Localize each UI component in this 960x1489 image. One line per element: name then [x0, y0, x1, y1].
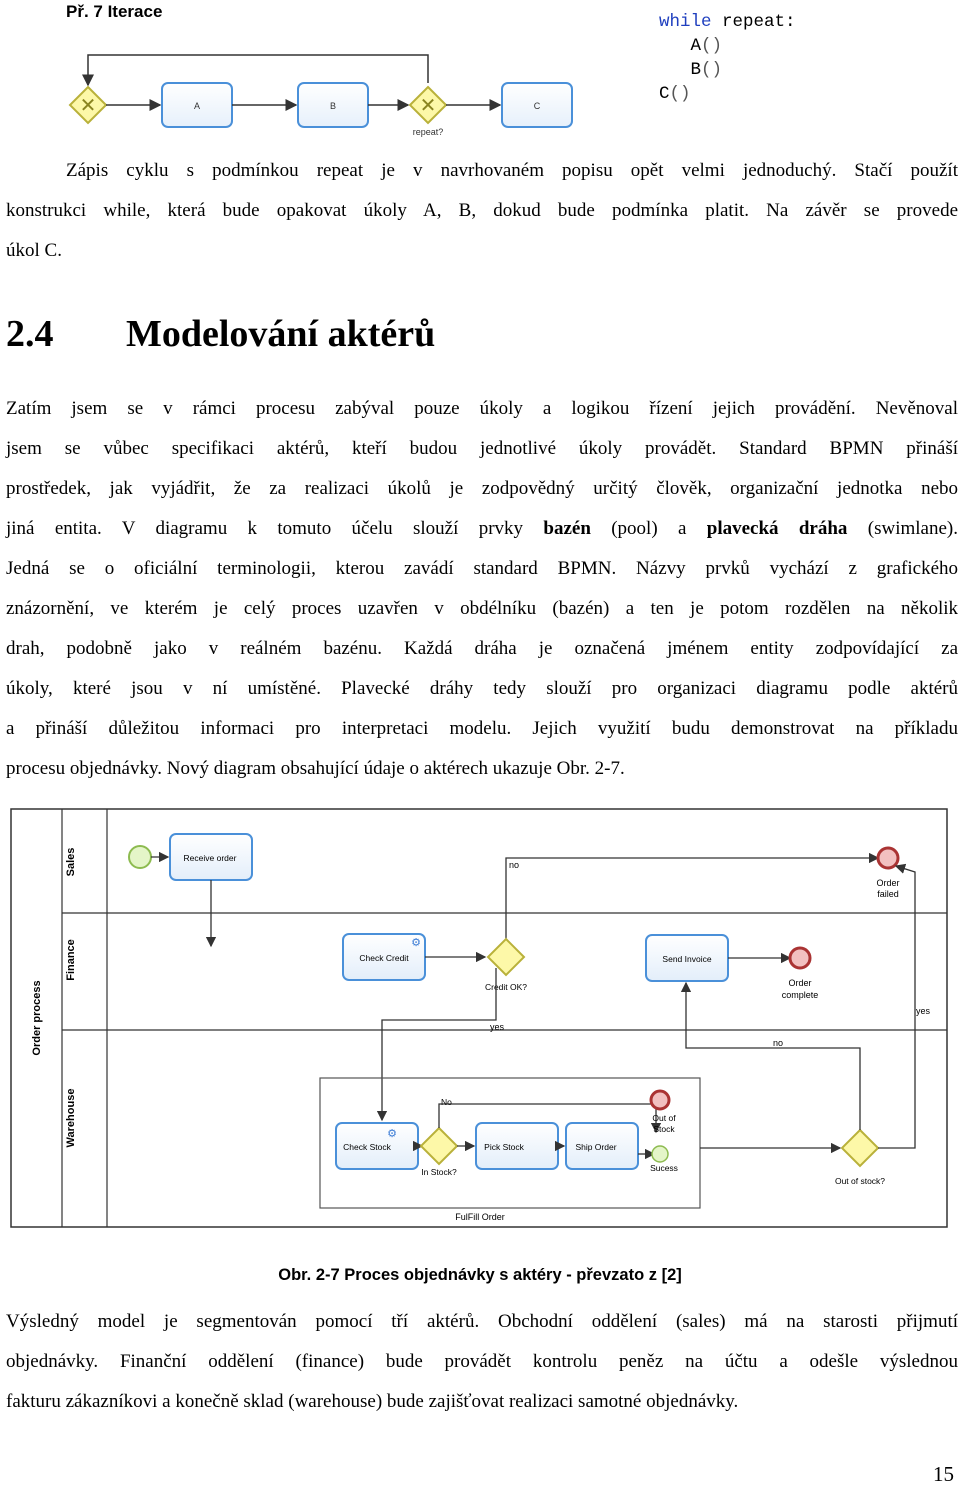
- term-pool: bazén: [543, 518, 591, 539]
- section-number: 2.4: [6, 313, 54, 355]
- svg-text:Out of stock?: Out of stock?: [834, 1176, 886, 1186]
- text-line: drah, podobně jako v reálném bazénu. Každá dráha je označená jménem entity zodpovídající za: [6, 638, 958, 659]
- text-line: Jedná se o oficiální terminologii, kterou zavádí standard BPMN. Názvy prvků vychází z grafického: [6, 558, 958, 579]
- text-line: fakturu zákazníkovi a konečně sklad (warehouse) bude zajišťovat realizaci samotné objednávky.: [6, 1391, 739, 1412]
- end-event-out-of-stock: [651, 1091, 669, 1109]
- svg-text:complete: complete: [781, 990, 819, 1000]
- svg-text:Out of: Out of: [652, 1113, 676, 1123]
- service-task-icon: ⚙: [387, 1128, 397, 1140]
- svg-text:B: B: [329, 101, 337, 111]
- svg-text:Pick Stock: Pick Stock: [484, 1142, 524, 1152]
- task-receive-order: [170, 834, 252, 880]
- svg-text:Send Invoice: Send Invoice: [662, 954, 712, 964]
- text-line: Zápis cyklu s podmínkou repeat je v navrhovaném popisu opět velmi jednoduchý. Stačí použít: [66, 160, 958, 181]
- text-line: jiná entita. V diagramu k tomuto účelu slouží prvky bazén (pool) a plavecká dráha (swimlane).: [6, 518, 958, 539]
- pool-label: Order process: [31, 980, 43, 1056]
- start-event: [129, 846, 151, 868]
- lane-sales: Sales: [65, 847, 77, 877]
- task-ship-order: [566, 1123, 638, 1169]
- example-title: Př. 7 Iterace: [66, 2, 163, 21]
- svg-text:✕: ✕: [419, 95, 437, 117]
- svg-text:no: no: [509, 860, 520, 870]
- svg-text:Sucess: Sucess: [650, 1163, 678, 1173]
- svg-text:Receive order: Receive order: [183, 853, 237, 863]
- repeat-label: repeat?: [412, 127, 444, 137]
- paragraph-repeat-cont: [6, 191, 958, 271]
- text-line: procesu objednávky. Nový diagram obsahující údaje o aktérech ukazuje Obr. 2-7.: [6, 758, 625, 779]
- svg-text:Ship Order: Ship Order: [575, 1142, 617, 1152]
- paragraph-actors: [6, 389, 958, 789]
- end-event-order-complete: [790, 948, 810, 968]
- task-b: [298, 83, 368, 127]
- text-line: a přináší důležitou informaci pro interpretaci modelu. Jejich využití budu demonstrovat na příkladu: [6, 718, 958, 739]
- svg-text:Order: Order: [788, 978, 812, 988]
- task-c: [502, 83, 572, 127]
- paragraph-repeat: [66, 151, 958, 191]
- section-title: Modelování aktérů: [126, 313, 436, 355]
- text-line: úkol C.: [6, 240, 62, 261]
- svg-text:C: C: [533, 101, 541, 111]
- iteration-diagram: [60, 45, 580, 145]
- lane-finance: Finance: [65, 939, 77, 981]
- task-pick-stock: [476, 1123, 558, 1169]
- svg-text:A: A: [193, 101, 201, 111]
- svg-text:No: No: [441, 1097, 452, 1107]
- loop-back-flow: [88, 55, 428, 85]
- svg-text:no: no: [773, 1038, 784, 1048]
- svg-text:Credit OK?: Credit OK?: [484, 982, 528, 992]
- bpmn-order-process-diagram: [10, 808, 950, 1228]
- text-line: objednávky. Finanční oddělení (finance) bude provádět kontrolu peněz na účtu a odešle výslednou: [6, 1351, 958, 1372]
- svg-text:In Stock?: In Stock?: [421, 1167, 457, 1177]
- svg-text:failed: failed: [877, 889, 899, 899]
- figure-caption: Obr. 2-7 Proces objednávky s aktéry - převzato z [2]: [278, 1266, 682, 1284]
- svg-text:Stock: Stock: [653, 1124, 675, 1134]
- text-line: Výsledný model je segmentován pomocí tří aktérů. Obchodní oddělení (sales) má na starosti přijmutí: [6, 1311, 958, 1332]
- svg-text:FulFill Order: FulFill Order: [455, 1212, 505, 1222]
- text-line: jsem se vůbec specifikaci aktérů, kteří budou jednotlivé úkoly provádět. Standard BPMN přináší: [6, 438, 958, 459]
- section-heading: [6, 312, 436, 356]
- repeat-gateway: [410, 87, 446, 137]
- end-event-order-failed: [878, 848, 898, 868]
- text-line: Zatím jsem se v rámci procesu zabýval pouze úkoly a logikou řízení jejich provádění. Nevěnoval: [6, 398, 958, 419]
- text-line: úkoly, které jsou v ní umístěné. Plavecké dráhy tedy slouží pro organizaci diagramu podle aktérů: [6, 678, 958, 699]
- svg-text:yes: yes: [916, 1006, 931, 1016]
- text-line: prostředek, jak vyjádřit, že za realizaci úkolů je zodpovědný určitý člověk, organizační jednotka nebo: [6, 478, 958, 499]
- task-check-credit: [343, 934, 425, 980]
- lane-warehouse: Warehouse: [65, 1088, 77, 1148]
- svg-text:yes: yes: [490, 1022, 505, 1032]
- text-line: konstrukci while, která bude opakovat úkoly A, B, dokud bude podmínka platit. Na závěr se provede: [6, 200, 958, 221]
- task-send-invoice: [646, 935, 728, 981]
- svg-text:Check Stock: Check Stock: [343, 1142, 391, 1152]
- text-line: znázornění, ve kterém je celý proces uzavřen v obdélníku (bazén) a ten je potom rozdělen na několik: [6, 598, 958, 619]
- service-task-icon: ⚙: [411, 937, 421, 949]
- task-a: [162, 83, 232, 127]
- page-number: 15: [933, 1462, 954, 1486]
- task-check-stock: [336, 1123, 418, 1169]
- code-block: while repeat: A() B() C(): [659, 12, 796, 104]
- svg-text:Order: Order: [876, 878, 900, 888]
- intermediate-success: [652, 1146, 668, 1162]
- svg-text:✕: ✕: [79, 95, 97, 117]
- svg-text:Check Credit: Check Credit: [359, 953, 409, 963]
- term-swimlane: plavecká dráha: [706, 518, 848, 539]
- paragraph-result: [6, 1302, 958, 1422]
- merge-gateway: [70, 87, 106, 123]
